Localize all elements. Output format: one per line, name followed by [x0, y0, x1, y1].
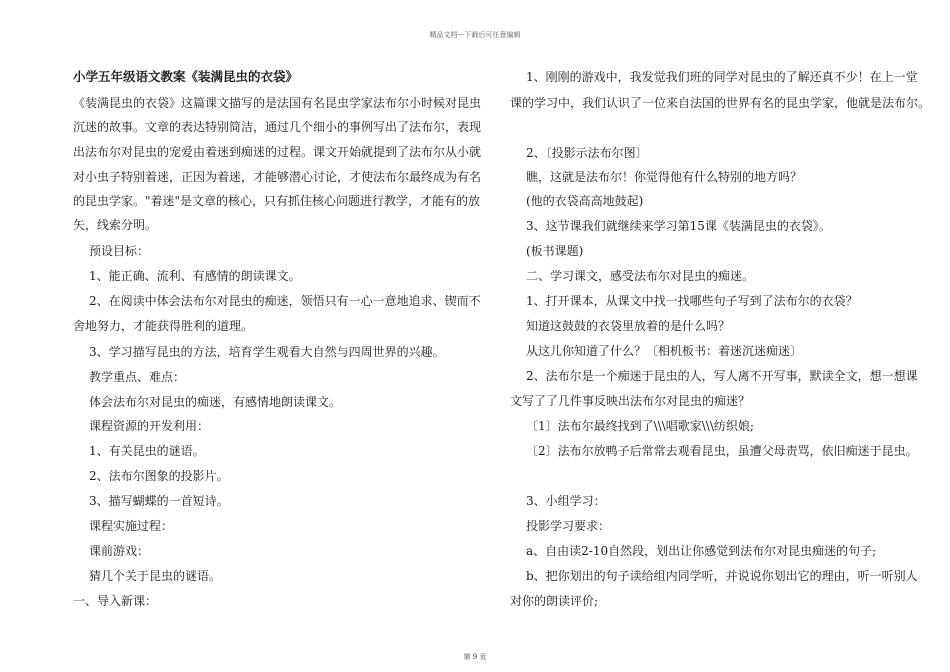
paragraph-line: 知道这鼓鼓的衣袋里放着的是什么吗？ — [526, 319, 731, 333]
paragraph-line: 2、〔投影示法布尔图〕 — [526, 146, 648, 160]
paragraph-line: 文写了了几件事反映出法布尔对昆虫的痴迷？ — [510, 394, 751, 408]
paragraph-line: 3、这节课我们就继续来学习第15课《装满昆虫的衣袋》。 — [526, 219, 831, 233]
list-item: 3、描写蝴蝶的一首短诗。 — [89, 494, 229, 508]
paragraph-line: 投影学习要求： — [526, 519, 611, 533]
document-title: 小学五年级语文教案《装满昆虫的衣袋》 — [73, 69, 299, 84]
intro-line: 沉迷的故事。文章的表达特别简洁，通过几个细小的事例写出了法布尔，表现 — [73, 120, 482, 134]
paragraph-line: 1、刚刚的游戏中，我发觉我们班的同学对昆虫的了解还真不少！在上一堂 — [526, 70, 918, 84]
section-heading: 二、学习课文，感受法布尔对昆虫的痴迷。 — [526, 269, 755, 283]
page-number: 第 9 页 — [463, 653, 487, 661]
paragraph-line: 课的学习中，我们认识了一位来自法国的世界有名的昆虫学家，他就是法布尔。 — [510, 96, 931, 110]
list-item: 3、学习描写昆虫的方法，培育学生观看大自然与四周世界的兴趣。 — [89, 345, 445, 359]
intro-line: 对小虫子特别着迷，正因为着迷，才能够潜心讨论，才使法布尔最终成为有名 — [73, 170, 482, 184]
paragraph-line: 瞧，这就是法布尔！你觉得他有什么特别的地方吗？ — [526, 170, 803, 184]
list-item: a、自由读2-10自然段，划出让你感觉到法布尔对昆虫痴迷的句子; — [526, 544, 877, 558]
section-heading: 一、导入新课： — [73, 594, 158, 608]
section-heading: 课程资源的开发利用： — [89, 419, 210, 433]
intro-line: 矢，线索分明。 — [73, 218, 158, 232]
list-item: 1、能正确、流利、有感情的朗读课文。 — [89, 269, 301, 283]
list-item: b、把你划出的句子读给组内同学听，并说说你划出它的理由，听一听别人 — [526, 569, 918, 583]
list-item: 〔2〕法布尔放鸭子后常常去观看昆虫，虽遭父母责骂，依旧痴迷于昆虫。 — [526, 444, 918, 458]
list-item: 〔1〕法布尔最终找到了\\\唱歌家\\\纺织娘; — [526, 419, 754, 433]
intro-line: 出法布尔对昆虫的宠爱由着迷到痴迷的过程。课文开始就提到了法布尔从小就 — [73, 145, 482, 159]
intro-line: 《装满昆虫的衣袋》这篇课文描写的是法国有名昆虫学家法布尔小时候对昆虫 — [73, 96, 482, 110]
section-heading: 教学重点、难点： — [89, 370, 186, 384]
list-item: 2、法布尔图象的投影片。 — [89, 469, 229, 483]
list-item-continuation: 舍地努力，才能获得胜利的道理。 — [73, 319, 254, 333]
list-item: 1、有关昆虫的谜语。 — [89, 444, 205, 458]
section-heading: 课程实施过程： — [89, 519, 174, 533]
page-header: 精品文档---下载后可任意编辑 — [429, 31, 521, 39]
paragraph-line: (他的衣袋高高地鼓起) — [526, 194, 644, 208]
paragraph-line: 猜几个关于昆虫的谜语。 — [89, 569, 222, 583]
section-heading: 预设目标： — [89, 244, 150, 258]
paragraph-line: 1、打开课本，从课文中找一找哪些句子写到了法布尔的衣袋？ — [526, 294, 858, 308]
paragraph-line: (板书课题) — [526, 244, 584, 258]
list-item-continuation: 对你的朗读评价; — [510, 594, 599, 608]
paragraph-line: 体会法布尔对昆虫的痴迷，有感情地朗读课文。 — [89, 395, 342, 409]
list-item: 2、在阅读中体会法布尔对昆虫的痴迷，领悟只有一心一意地追求、锲而不 — [89, 294, 481, 308]
section-heading: 3、小组学习： — [526, 494, 606, 508]
intro-line: 的昆虫学家。"着迷"是文章的核心，只有抓住核心问题进行教学，才能有的放 — [73, 194, 481, 208]
paragraph-line: 2、法布尔是一个痴迷于昆虫的人，写人离不开写事，默读全文，想一想课 — [526, 369, 918, 383]
paragraph-line: 从这儿你知道了什么？〔相机板书：着迷沉迷痴迷〕 — [526, 344, 803, 358]
section-heading: 课前游戏： — [89, 544, 150, 558]
